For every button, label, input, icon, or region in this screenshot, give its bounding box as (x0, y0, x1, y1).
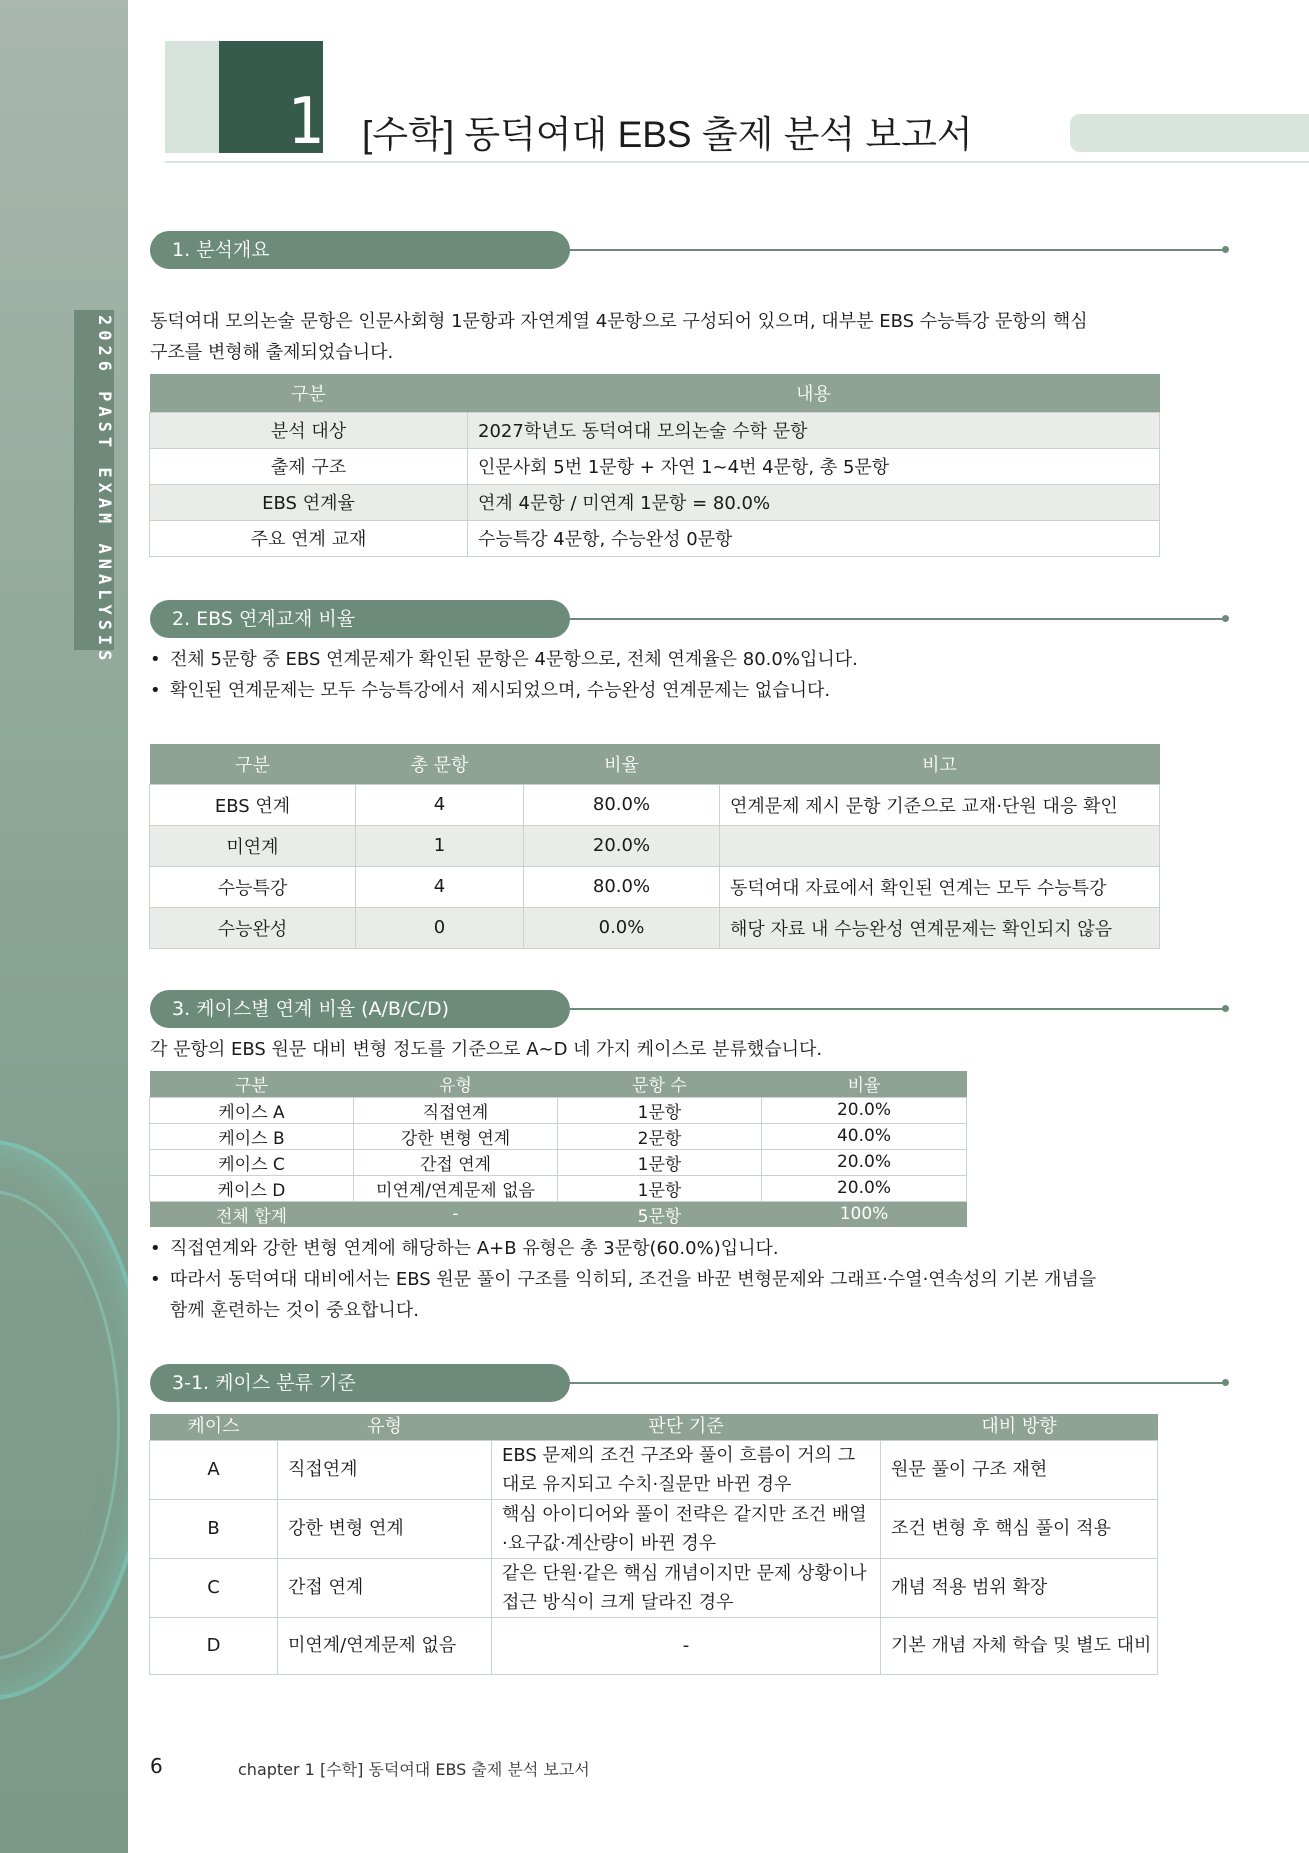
header-accent-light (165, 41, 221, 153)
section-heading-label: 3-1. 케이스 분류 기준 (150, 1364, 570, 1402)
table-cell: 케이스 C (150, 1149, 354, 1175)
total-cell: 100% (762, 1201, 967, 1227)
section1-intro (150, 306, 1088, 368)
section-heading-label: 1. 분석개요 (150, 231, 570, 269)
table-cell: 연계문제 제시 문항 기준으로 교재·단원 대응 확인 (720, 784, 1160, 825)
table-cell: 미연계/연계문제 없음 (354, 1175, 558, 1201)
table-cell: 연계 4문항 / 미연계 1문항 = 80.0% (468, 484, 1160, 520)
table-cell: C (150, 1558, 278, 1617)
table-cell: EBS 연계 (150, 784, 356, 825)
table-row (150, 484, 1160, 520)
table-cell: 핵심 아이디어와 풀이 전략은 같지만 조건 배열·요구값·계산량이 바뀐 경우 (492, 1499, 881, 1558)
total-cell: - (354, 1201, 558, 1227)
table-cell: 간접 연계 (354, 1149, 558, 1175)
table-row (150, 412, 1160, 448)
col-header: 비율 (762, 1071, 967, 1097)
heading-line (570, 1008, 1226, 1010)
table-cell: 수능완성 (150, 907, 356, 948)
col-header: 비고 (720, 744, 1160, 784)
table-cell: 수능특강 4문항, 수능완성 0문항 (468, 520, 1160, 556)
table-cell: - (492, 1617, 881, 1674)
table-cell: 동덕여대 자료에서 확인된 연계는 모두 수능특강 (720, 866, 1160, 907)
table-cell (720, 825, 1160, 866)
table-row (150, 1558, 1158, 1617)
table-cell: 강한 변형 연계 (278, 1499, 492, 1558)
bullet-item: 함께 훈련하는 것이 중요합니다. (170, 1300, 419, 1321)
table-cell: 기본 개념 자체 학습 및 별도 대비 (881, 1617, 1158, 1674)
heading-dot (1222, 1379, 1229, 1386)
col-header: 유형 (354, 1071, 558, 1097)
table-cell: A (150, 1440, 278, 1499)
bullet-item: • 전체 5문항 중 EBS 연계문제가 확인된 문항은 4문항으로, 전체 연계율은 80.0%입니다. (148, 644, 858, 675)
table-cell: 2027학년도 동덕여대 모의논술 수학 문항 (468, 412, 1160, 448)
table-cell: 1문항 (558, 1149, 762, 1175)
section3-bullets (148, 1233, 1096, 1326)
col-header: 구분 (150, 744, 356, 784)
table-row (150, 1499, 1158, 1558)
table-row (150, 1123, 967, 1149)
header-divider (165, 161, 1309, 163)
table-cell: EBS 연계율 (150, 484, 468, 520)
table-row (150, 1617, 1158, 1674)
vertical-label-text: 2026 PAST EXAM ANALYSIS (94, 315, 114, 666)
col-header: 총 문항 (356, 744, 524, 784)
case-criteria-table (149, 1414, 1158, 1675)
table-cell: 0.0% (524, 907, 720, 948)
table-cell: 수능특강 (150, 866, 356, 907)
table-cell: 80.0% (524, 784, 720, 825)
table-cell: 4 (356, 784, 524, 825)
col-header: 케이스 (150, 1414, 278, 1440)
heading-dot (1222, 1005, 1229, 1012)
total-cell: 전체 합계 (150, 1201, 354, 1227)
table-cell: D (150, 1617, 278, 1674)
case-ratio-table (149, 1071, 967, 1227)
table-row (150, 866, 1160, 907)
table-cell: 4 (356, 866, 524, 907)
table-cell: 케이스 A (150, 1097, 354, 1123)
table-cell: 80.0% (524, 866, 720, 907)
col-header: 비율 (524, 744, 720, 784)
page-title: [수학] 동덕여대 EBS 출제 분석 보고서 (362, 114, 973, 155)
overview-table (149, 374, 1160, 557)
section3-intro: 각 문항의 EBS 원문 대비 변형 정도를 기준으로 A~D 네 가지 케이스로 분류했습니다. (150, 1039, 823, 1060)
table-cell: 20.0% (762, 1097, 967, 1123)
col-header: 대비 방향 (881, 1414, 1158, 1440)
table-row (150, 825, 1160, 866)
left-sidebar (0, 0, 128, 1853)
table-cell: 미연계/연계문제 없음 (278, 1617, 492, 1674)
table-row (150, 448, 1160, 484)
table-cell: 조건 변형 후 핵심 풀이 적용 (881, 1499, 1158, 1558)
section-heading-label: 3. 케이스별 연계 비율 (A/B/C/D) (150, 990, 570, 1028)
footer-running-title: chapter 1 [수학] 동덕여대 EBS 출제 분석 보고서 (238, 1760, 590, 1779)
table-cell: 1 (356, 825, 524, 866)
table-cell: 원문 풀이 구조 재현 (881, 1440, 1158, 1499)
table-row (150, 907, 1160, 948)
table-cell: 1문항 (558, 1097, 762, 1123)
col-header: 문항 수 (558, 1071, 762, 1097)
table-cell: EBS 문제의 조건 구조와 풀이 흐름이 거의 그대로 유지되고 수치·질문만 바뀐 경우 (492, 1440, 881, 1499)
table-cell: B (150, 1499, 278, 1558)
col-header: 구분 (150, 374, 468, 412)
section-heading-label: 2. EBS 연계교재 비율 (150, 600, 570, 638)
table-cell: 같은 단원·같은 핵심 개념이지만 문제 상황이나 접근 방식이 크게 달라진 경우 (492, 1558, 881, 1617)
table-cell: 케이스 B (150, 1123, 354, 1149)
table-row (150, 1440, 1158, 1499)
table-cell: 강한 변형 연계 (354, 1123, 558, 1149)
heading-dot (1222, 615, 1229, 622)
heading-line (570, 249, 1226, 251)
table-cell: 20.0% (524, 825, 720, 866)
table-cell: 인문사회 5번 1문항 + 자연 1~4번 4문항, 총 5문항 (468, 448, 1160, 484)
heading-line (570, 1382, 1226, 1384)
table-cell: 해당 자료 내 수능완성 연계문제는 확인되지 않음 (720, 907, 1160, 948)
heading-dot (1222, 246, 1229, 253)
table-cell: 0 (356, 907, 524, 948)
bullet-item: • 따라서 동덕여대 대비에서는 EBS 원문 풀이 구조를 익히되, 조건을 바꾼 변형문제와 그래프·수열·연속성의 기본 개념을 (148, 1264, 1096, 1295)
table-row (150, 1097, 967, 1123)
page-number: 6 (150, 1754, 163, 1778)
intro-line: 구조를 변형해 출제되었습니다. (150, 342, 394, 363)
col-header: 유형 (278, 1414, 492, 1440)
table-cell: 20.0% (762, 1175, 967, 1201)
table-cell: 직접연계 (278, 1440, 492, 1499)
total-cell: 5문항 (558, 1201, 762, 1227)
table-row (150, 520, 1160, 556)
table-cell: 미연계 (150, 825, 356, 866)
table-cell: 40.0% (762, 1123, 967, 1149)
table-cell: 1문항 (558, 1175, 762, 1201)
heading-line (570, 618, 1226, 620)
table-cell: 주요 연계 교재 (150, 520, 468, 556)
table-cell: 2문항 (558, 1123, 762, 1149)
ebs-ratio-table (149, 744, 1160, 949)
table-row (150, 784, 1160, 825)
table-cell: 출제 구조 (150, 448, 468, 484)
col-header: 판단 기준 (492, 1414, 881, 1440)
table-cell: 개념 적용 범위 확장 (881, 1558, 1158, 1617)
table-cell: 케이스 D (150, 1175, 354, 1201)
table-row (150, 1149, 967, 1175)
section2-bullets (148, 644, 858, 706)
chapter-number: 1 (288, 85, 325, 159)
col-header: 내용 (468, 374, 1160, 412)
bullet-item: • 직접연계와 강한 변형 연계에 해당하는 A+B 유형은 총 3문항(60.0%)입니다. (148, 1233, 1096, 1264)
table-cell: 간접 연계 (278, 1558, 492, 1617)
table-cell: 20.0% (762, 1149, 967, 1175)
table-cell: 직접연계 (354, 1097, 558, 1123)
table-row (150, 1175, 967, 1201)
col-header: 구분 (150, 1071, 354, 1097)
header-decor-pill (1070, 114, 1309, 152)
total-row (150, 1201, 967, 1227)
table-cell: 분석 대상 (150, 412, 468, 448)
intro-line: 동덕여대 모의논술 문항은 인문사회형 1문항과 자연계열 4문항으로 구성되어 있으며, 대부분 EBS 수능특강 문항의 핵심 (150, 311, 1088, 332)
bullet-item: • 확인된 연계문제는 모두 수능특강에서 제시되었으며, 수능완성 연계문제는 없습니다. (148, 675, 858, 706)
